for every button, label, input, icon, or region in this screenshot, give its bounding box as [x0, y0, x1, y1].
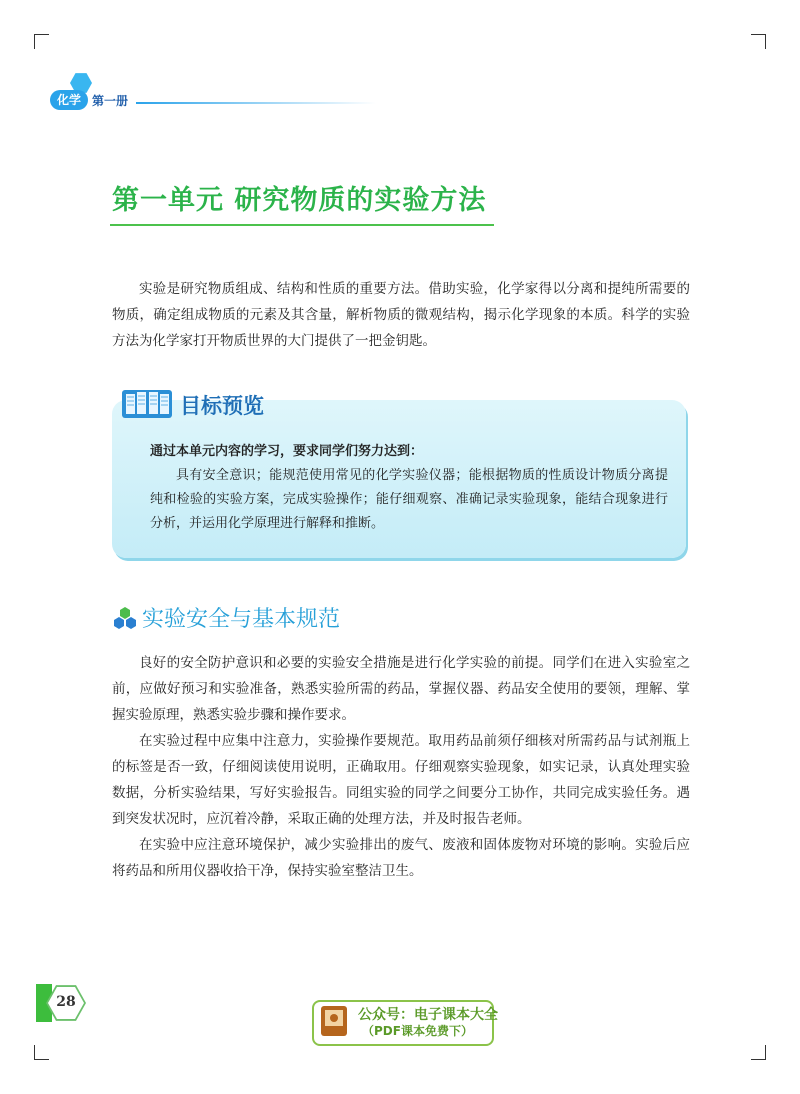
header-rule — [136, 102, 376, 104]
crop-mark-bottom-left — [34, 1045, 49, 1060]
intro-paragraph — [112, 276, 690, 354]
watermark-line-2: （PDF课本免费下） — [362, 1024, 473, 1038]
unit-title: 第一单元 研究物质的实验方法 — [112, 185, 487, 216]
crop-mark-bottom-right — [751, 1045, 766, 1060]
crop-mark-top-right — [751, 34, 766, 49]
subject-badge: 化学 — [50, 90, 88, 110]
intro-text: 实验是研究物质组成、结构和性质的重要方法。借助实验，化学家得以分离和提纯所需要的物质，确定组成物质的元素及其含量，解析物质的微观结构，揭示化学现象的本质。科学的实验方法为化学家打开物质世界的大门提供了一把金钥匙。 — [112, 281, 690, 349]
section-body — [112, 650, 690, 884]
goal-lead: 通过本单元内容的学习，要求同学们努力达到： — [150, 444, 424, 459]
book-label: 第一册 — [92, 94, 129, 108]
goal-body — [150, 464, 668, 536]
book-logo-icon — [318, 1004, 352, 1038]
section-title: 实验安全与基本规范 — [142, 607, 341, 632]
section-paragraph: 良好的安全防护意识和必要的实验安全措施是进行化学实验的前提。同学们在进入实验室之前，应做好预习和实验准备，熟悉实验所需的药品，掌握仪器、药品安全使用的要领，理解、掌握实验原理，熟悉实验步骤和操作要求。 — [112, 655, 690, 723]
section-paragraph: 在实验中应注意环境保护，减少实验排出的废气、废液和固体废物对环境的影响。实验后应将药品和所用仪器收拾干净，保持实验室整洁卫生。 — [112, 837, 690, 879]
running-header — [42, 72, 372, 112]
crop-mark-top-left — [34, 34, 49, 49]
page-number: 28 — [56, 994, 76, 1010]
section-paragraph: 在实验过程中应集中注意力，实验操作要规范。取用药品前须仔细核对所需药品与试剂瓶上的标签是否一致，仔细阅读使用说明，正确取用。仔细观察实验现象，如实记录，认真处理实验数据，分析实验结果，写好实验报告。同组实验的同学之间要分工协作，共同完成实验任务。遇到突发状况时，应沉着冷静，采取正确的处理方法，并及时报告老师。 — [112, 733, 690, 827]
watermark-line-1: 公众号：电子课本大全 — [358, 1007, 498, 1023]
open-book-icon — [120, 386, 174, 420]
unit-title-underline — [110, 224, 494, 226]
goal-title: 目标预览 — [180, 394, 264, 418]
molecule-icon — [113, 606, 137, 630]
goal-text: 具有安全意识；能规范使用常见的化学实验仪器；能根据物质的性质设计物质分离提纯和检验的实验方案，完成实验操作；能仔细观察、准确记录实验现象，能结合现象进行分析，并运用化学原理进行解释和推断。 — [150, 468, 668, 531]
